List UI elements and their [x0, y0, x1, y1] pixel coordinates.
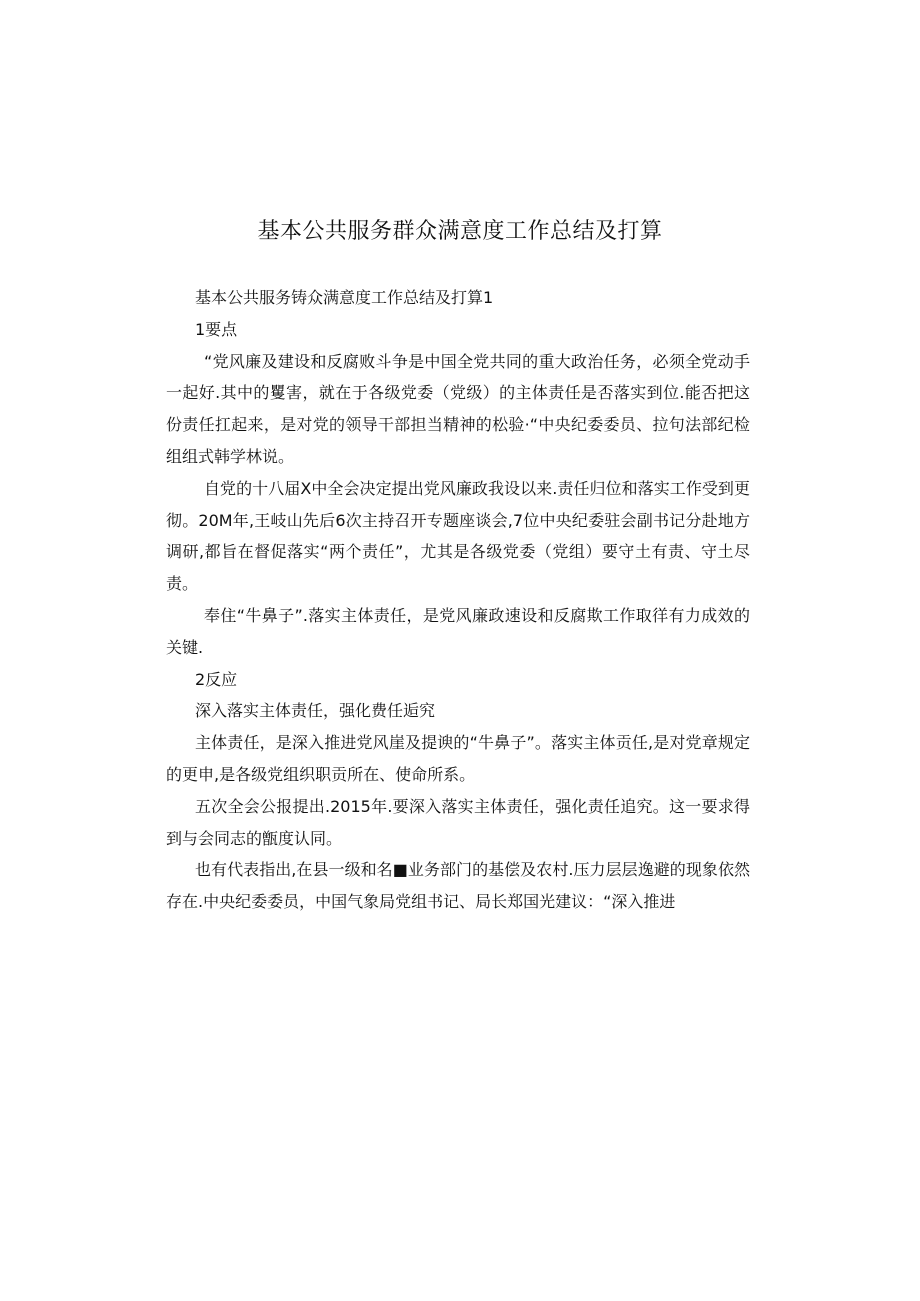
body-paragraph-6: 五次全会公报提出.2015年.要深入落实主体责任，强化责任追究。这一要求得到与会同志的甑度认同。 — [166, 796, 750, 848]
body-paragraph-4: 深入落实主体责任，强化费任逅究 — [195, 701, 436, 721]
body-paragraph-3: 奉住“牛鼻子”.落实主体责任，是党风廉政速设和反腐欺工作取徉有力成效的关键. — [166, 605, 750, 657]
body-paragraph-5: 主体责任，是深入推进党风崖及提谀的“牛鼻子”。落实主体贡任,是对党章规定的更申,是各级党组织职贡所在、使命所系。 — [166, 733, 750, 784]
subtitle-paragraph: 基本公共服务铸众满意度工作总结及打算1 — [195, 288, 494, 307]
document-title: 基本公共服务群众满意度工作总结及打算 — [257, 219, 663, 244]
document-body — [166, 282, 750, 918]
section-heading-1: 1要点 — [195, 319, 238, 339]
body-paragraph-1: “党风廉及建设和反腐败斗争是中国全党共同的重大政治任务，必须全党动手一起好.其中的矍害，就在于各级党委（党级）的主体责任是否落实到位.能否把这份责任扛起来，是对党的领导干部担当精神的松验·“中央纪委委员、拉句法部纪检组组式韩学林说。 — [166, 351, 750, 466]
section-heading-2: 2反应 — [195, 669, 238, 689]
body-paragraph-2: 自党的十八届X中全会决定提出党风廉政我设以来.责任归位和落实工作受到更彻。20M年,王岐山先后6次主持召开专题座谈会,7位中央纪委驻会副书记分赴地方调研,都旨在督促落实“两个责任”，尤其是各级党委（党组）要守土有责、守土尽责。 — [166, 478, 750, 594]
body-paragraph-7: 也有代表指出,在县一级和名■业务部门的基偿及农村.压力层层逸避的现象依然存在.中央纪委委员，中国气象局党组书记、局长郑国光建议：“深入推进 — [166, 860, 750, 912]
